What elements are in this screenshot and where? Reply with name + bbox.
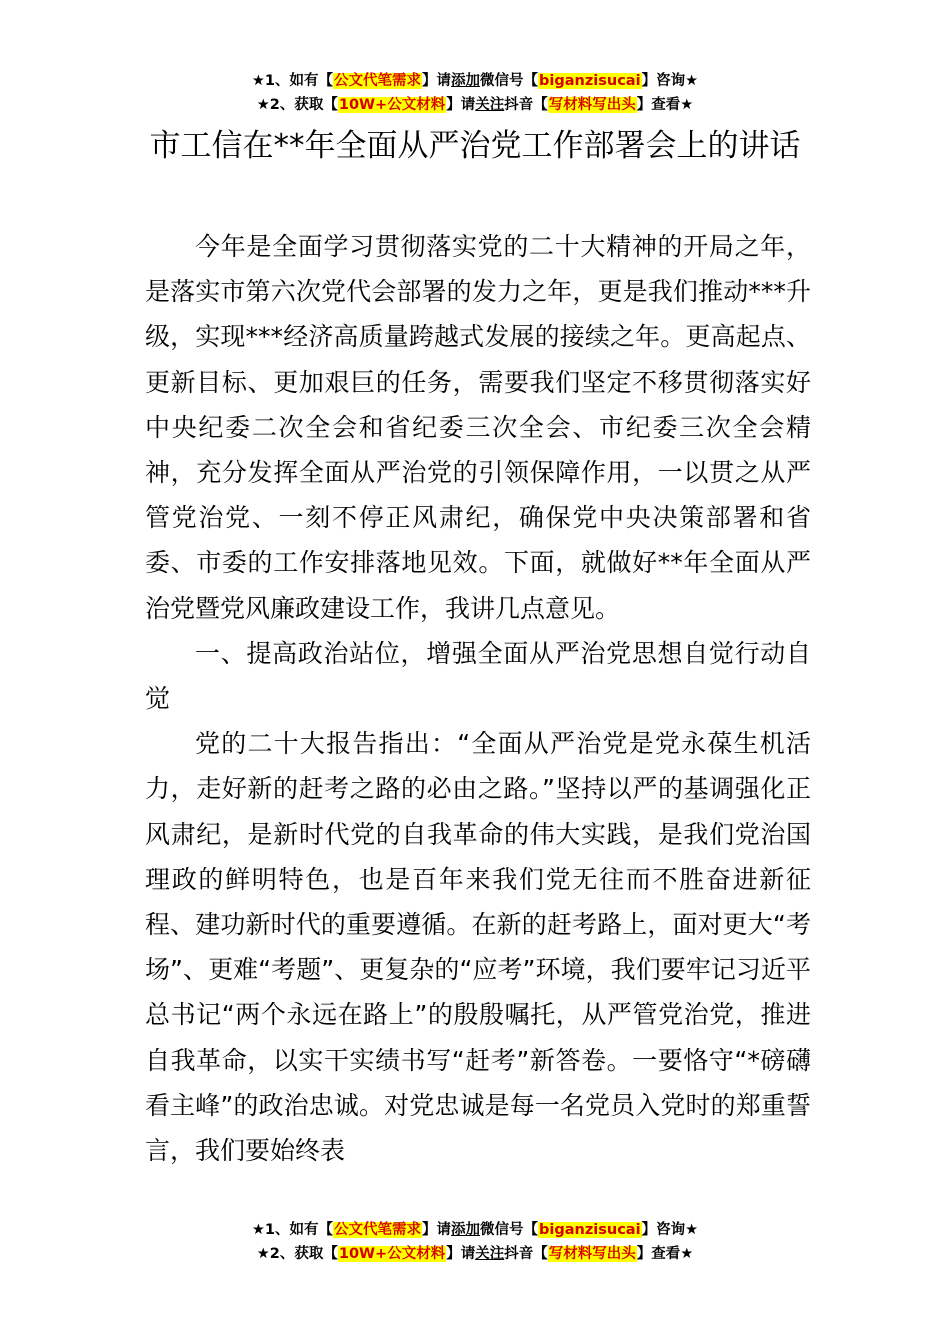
notice-highlight-materials: 10W+公文材料	[338, 97, 446, 113]
header-notice	[0, 69, 950, 117]
notice-highlight-service: 公文代笔需求	[334, 73, 422, 89]
notice-line-2: ★2、获取【10W+公文材料】请关注抖音【写材料写出头】查看★	[256, 1246, 694, 1262]
notice-highlight-wechat: biganzisucai	[539, 73, 641, 89]
document-title: 市工信在**年全面从严治党工作部署会上的讲话	[149, 128, 801, 164]
paragraph-section-1: 党的二十大报告指出：“全面从严治党是党永葆生机活力，走好新的赶考之路的必由之路。”坚持以严的基调强化正风肃纪，是新时代党的自我革命的伟大实践，是我们党治国理政的鲜明特色，也是百年来我们党无往而不胜奋进新征程、建功新时代的重要遵循。在新的赶考路上，面对更大“考场”、更难“考题”、更复杂的“应考”环境，我们要牢记习近平总书记“两个永远在路上”的殷殷嘱托，从严管党治党，推进自我革命，以实干实绩书写“赶考”新答卷。一要恪守“*磅礴看主峰”的政治忠诚。对党忠诚是每一名党员入党时的郑重誓言，我们要始终表	[145, 729, 811, 1166]
footer-notice	[0, 1218, 950, 1266]
notice-highlight-douyin: 写材料写出头	[548, 97, 636, 113]
notice-line-1: ★1、如有【公文代笔需求】请添加微信号【biganzisucai】咨询★	[251, 73, 699, 89]
notice-line-1: ★1、如有【公文代笔需求】请添加微信号【biganzisucai】咨询★	[251, 1222, 699, 1238]
notice-highlight-douyin: 写材料写出头	[548, 1246, 636, 1262]
notice-highlight-service: 公文代笔需求	[334, 1222, 422, 1238]
document-body	[145, 224, 811, 1173]
notice-highlight-wechat: biganzisucai	[539, 1222, 641, 1238]
section-heading-1: 一、提高政治站位，增强全面从严治党思想自觉行动自觉	[145, 638, 811, 714]
notice-line-2: ★2、获取【10W+公文材料】请关注抖音【写材料写出头】查看★	[256, 97, 694, 113]
paragraph-intro: 今年是全面学习贯彻落实党的二十大精神的开局之年，是落实市第六次党代会部署的发力之年，更是我们推动***升级，实现***经济高质量跨越式发展的接续之年。更高起点、更新目标、更加艰巨的任务，需要我们坚定不移贯彻落实好中央纪委二次全会和省纪委三次全会、市纪委三次全会精神，充分发挥全面从严治党的引领保障作用，一以贯之从严管党治党、一刻不停正风肃纪，确保党中央决策部署和省委、市委的工作安排落地见效。下面，就做好**年全面从严治党暨党风廉政建设工作，我讲几点意见。	[145, 232, 811, 623]
notice-highlight-materials: 10W+公文材料	[338, 1246, 446, 1262]
